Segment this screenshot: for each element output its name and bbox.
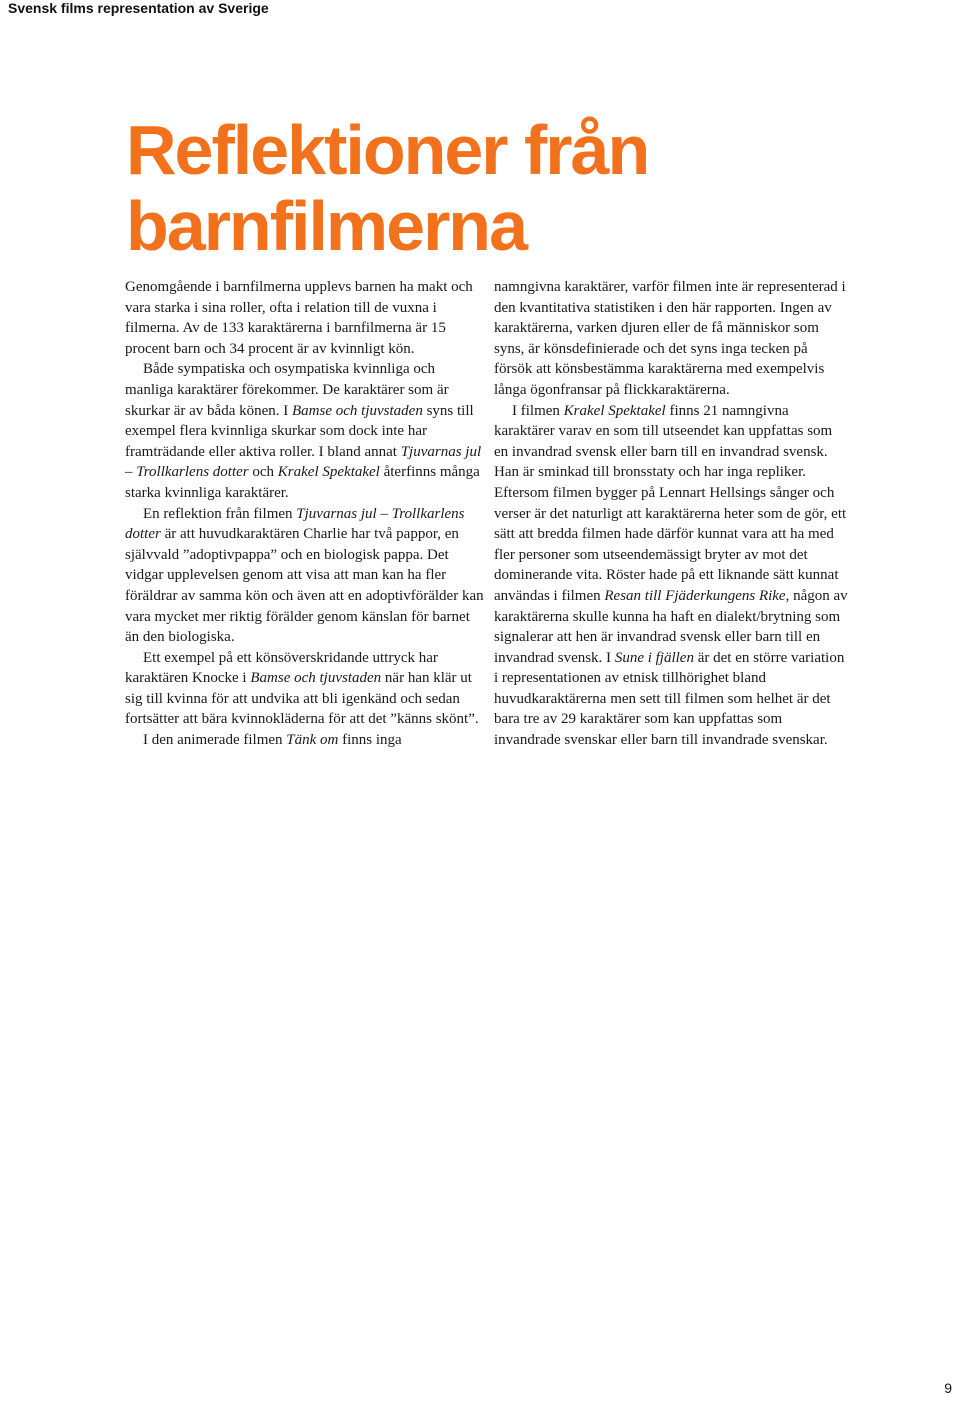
paragraph (125, 504, 485, 648)
left-column (125, 277, 485, 751)
text-run: är det en större variation i representationen av etnisk tillhörighet bland huvudkaraktärerna men sett till filmen som helhet är det bara tre av 29 karaktärer som kan uppfattas som invandrade svenskar eller barn till invandrade svenskar. (494, 649, 845, 749)
paragraph: namngivna karaktärer, varför filmen inte är representerad i den kvantitativa statistiken i den här rapporten. Ingen av karaktärerna, varken djuren eller de få människor som syns, är könsdefinierade och det syns inga tecken på försök att könsbestämma karaktärerna med exempelvis långa ögonfransar på flickkaraktärerna. (494, 279, 846, 398)
page-number: 9 (944, 1380, 952, 1396)
paragraph (125, 730, 485, 751)
film-title: Bamse och tjuvstaden (292, 402, 423, 419)
text-run: finns inga (338, 732, 402, 749)
text-run: är att huvudkaraktären Charlie har två pappor, en självvald ”adoptivpappa” och en biologisk pappa. Det vidgar upplevelsen genom att visa att man kan ha fler föräldrar av samma kön och även att en adoptivförälder kan vara mycket mer riktig förälder genom känslan för barnet än den biologiska. (125, 526, 484, 646)
paragraph (125, 359, 485, 503)
text-run: återfinns många starka kvinnliga karaktärer. (125, 464, 480, 501)
text-run: Både sympatiska och osympatiska kvinnliga och manliga karaktärer förekommer. De karaktärer som är skurkar är av båda könen. I (125, 361, 449, 419)
text-run: , någon av karaktärerna skulle kunna ha haft en dialekt/brytning som signalerar att hen är invandrad svensk eller barn till en invandrad svensk. I (494, 587, 848, 666)
page-title-line-2: barnfilmerna (126, 187, 526, 265)
film-title: Tjuvarnas jul – Trollkarlens dotter (125, 443, 482, 481)
text-run: finns 21 namngivna karaktärer varav en som till utseendet kan uppfattas som en invandrad svensk eller barn till en invandrad svensk. Han är sminkad till bronsstaty och har inga repliker. Eftersom filmen bygger på Lennart Hellsings sånger och verser är det naturligt att karaktärerna heter som de gör, ett sätt att bredda filmen hade därför kunnat vara att ha med fler personer som utseendemässigt bryter av mot det dominerande vita. Röster hade på ett liknande sätt kunnat användas i filmen (494, 402, 847, 604)
running-header: Svensk films representation av Sverige (8, 0, 269, 16)
text-run: och (248, 464, 278, 481)
text-run: Ett exempel på ett könsöverskridande uttryck har karaktären Knocke i (125, 649, 438, 687)
text-run: syns till exempel flera kvinnliga skurkar som dock inte har framträdande eller aktiva roller. I bland annat (125, 402, 474, 460)
paragraph (125, 648, 485, 730)
text-run: I den animerade filmen (143, 732, 287, 749)
text-run: I filmen (512, 402, 564, 419)
right-column (494, 277, 849, 751)
film-title: Krakel Spektakel (563, 402, 666, 419)
film-title: Sune i fjällen (614, 649, 694, 666)
film-title: Tänk om (286, 732, 339, 749)
text-run: när han klär ut sig till kvinna för att undvika att bli igenkänd och sedan fortsätter att bära kvinnokläderna för att det ”känns skönt”. (125, 670, 479, 728)
film-title: Tjuvarnas jul – Trollkarlens dotter (125, 505, 465, 543)
text-run: En reflektion från filmen (143, 505, 297, 522)
film-title: Bamse och tjuvstaden (250, 670, 382, 687)
film-title: Resan till Fjäderkungens Rike (604, 587, 786, 604)
paragraph: Genomgående i barnfilmerna upplevs barnen ha makt och vara starka i sina roller, ofta i relation till de vuxna i filmerna. Av de 133 karaktärerna i barnfilmerna är 15 procent barn och 34 procent är av kvinnligt kön. (125, 279, 473, 357)
page-title (126, 112, 648, 264)
film-title: Krakel Spektakel (277, 464, 380, 481)
page-title-line-1: Reflektioner från (126, 111, 649, 189)
paragraph (494, 401, 849, 751)
